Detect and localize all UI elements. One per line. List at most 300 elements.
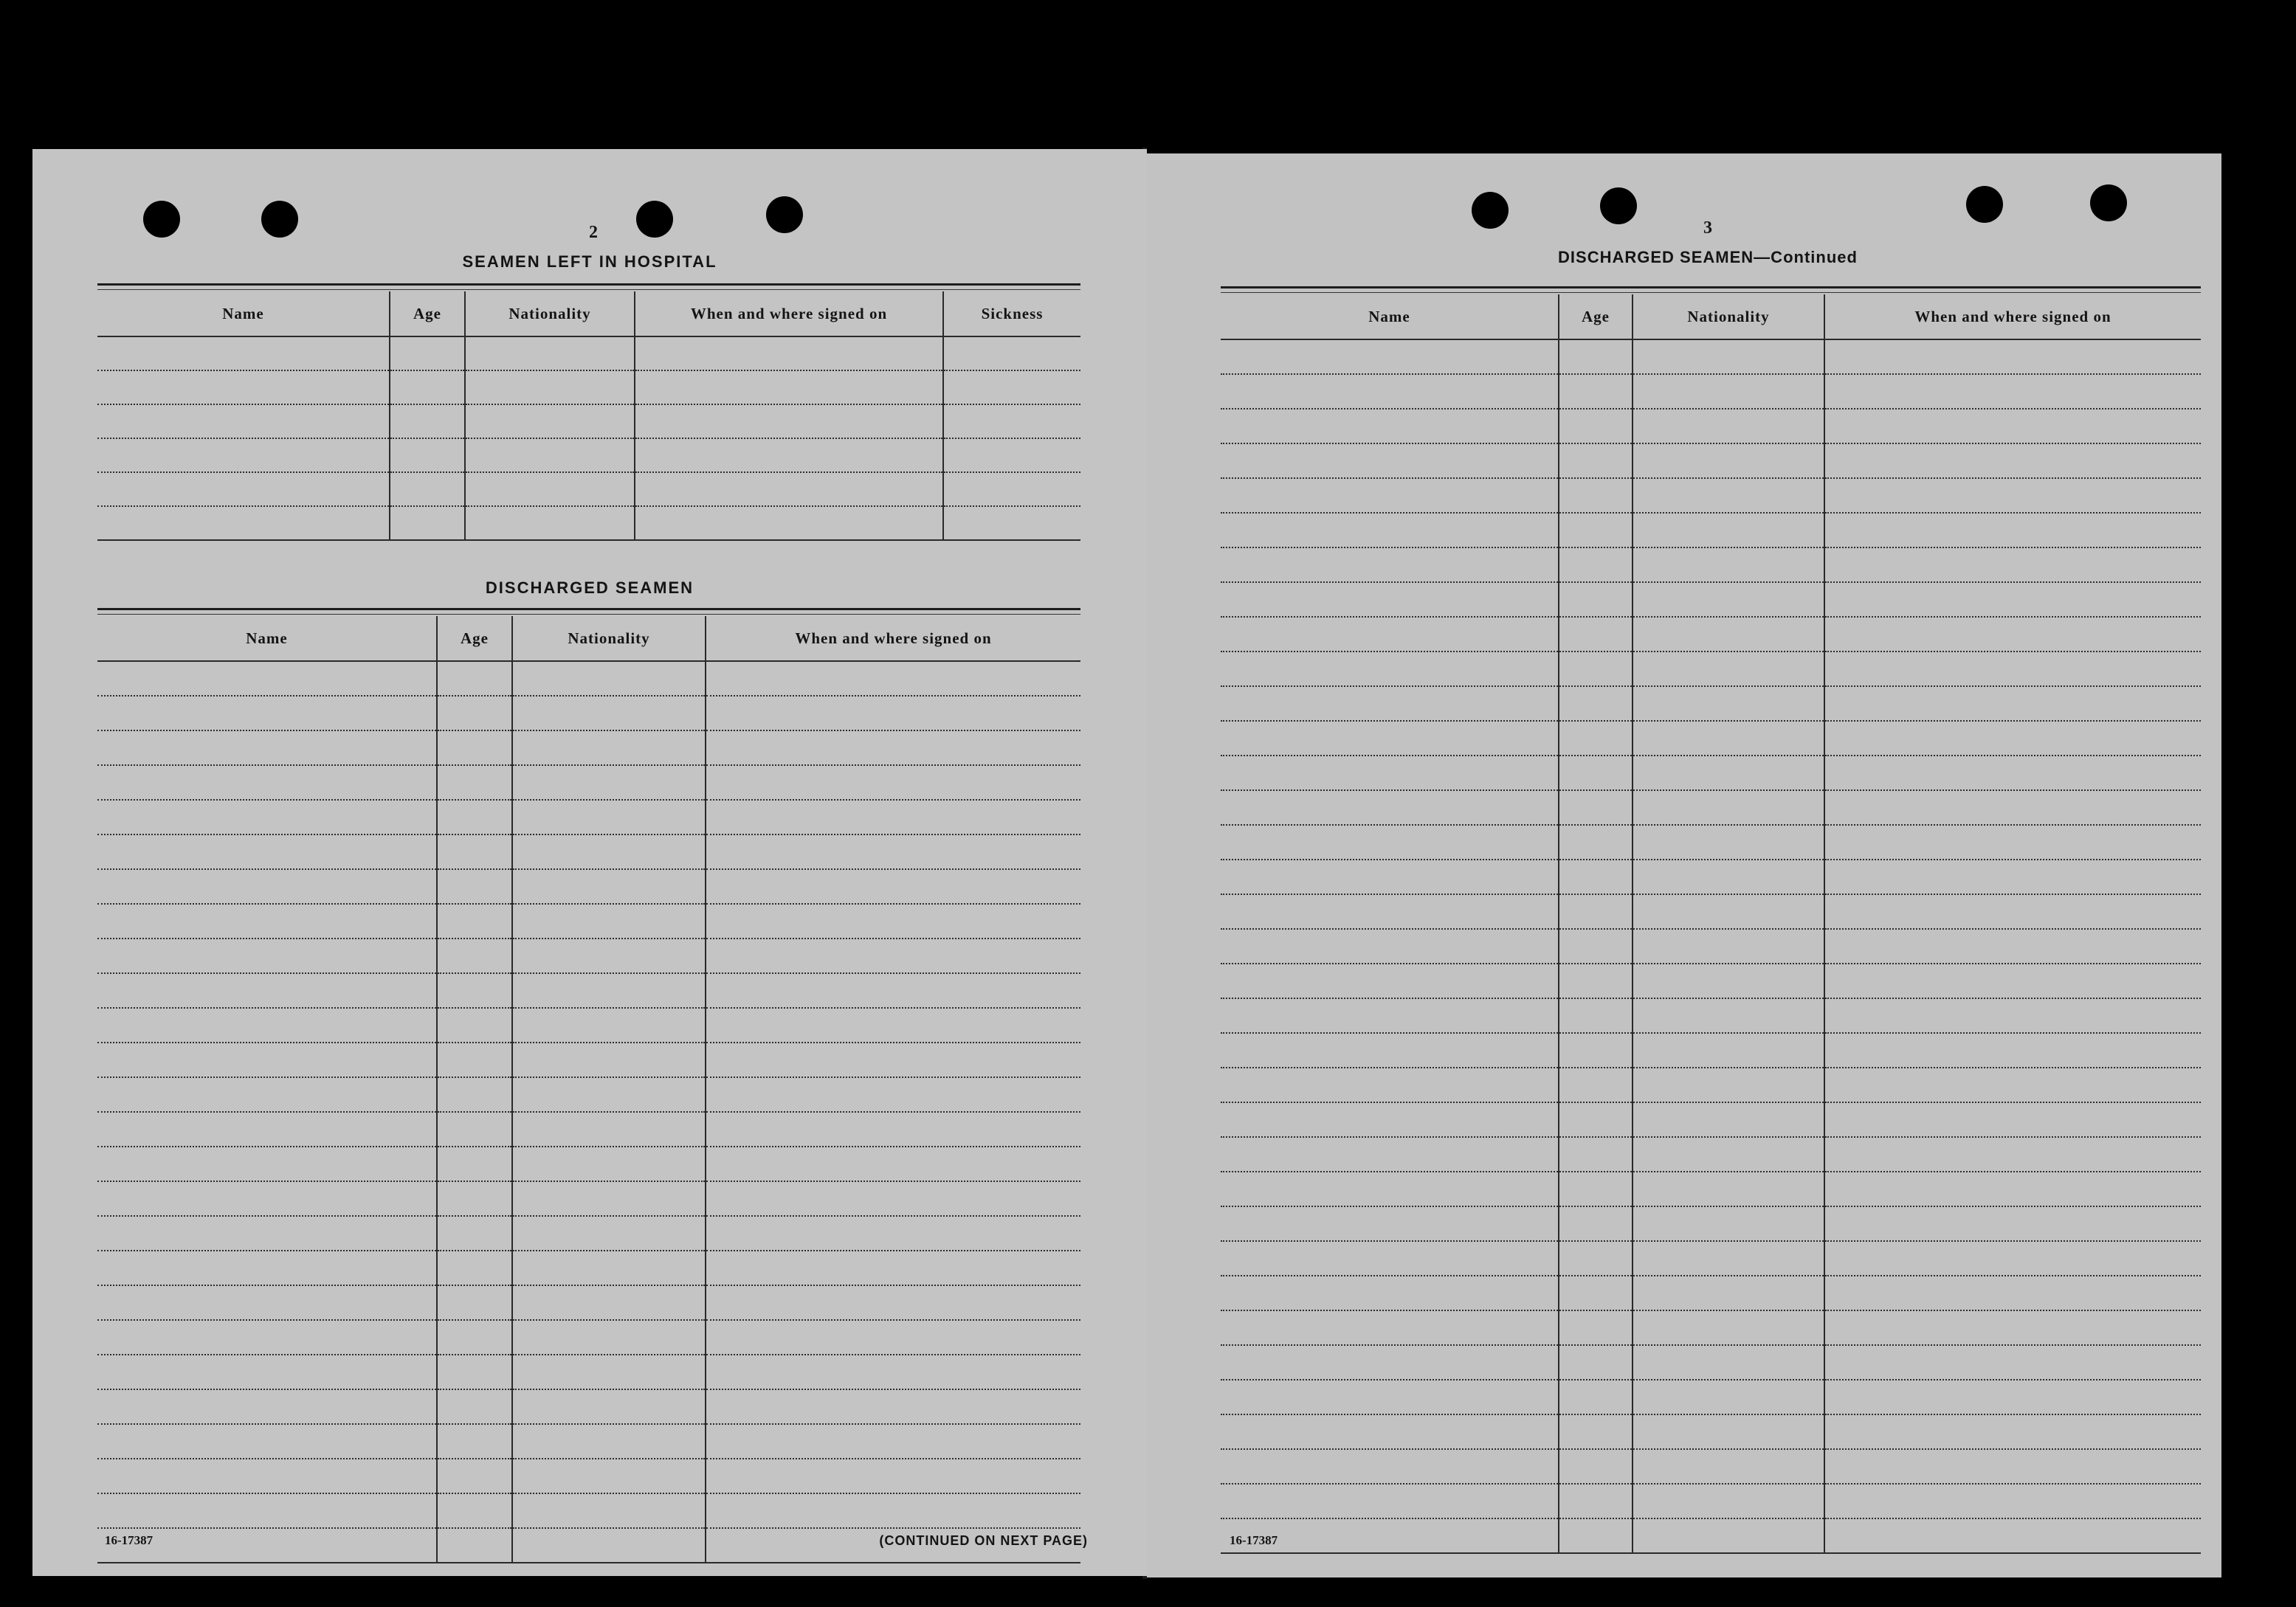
continued-note: (CONTINUED ON NEXT PAGE) bbox=[879, 1533, 1088, 1548]
blank-cell-name bbox=[1221, 1414, 1559, 1449]
discharged-continued-table bbox=[1221, 294, 2201, 1554]
blank-cell-nationality bbox=[512, 1216, 706, 1251]
blank-cell-sickness bbox=[943, 472, 1080, 506]
table-row bbox=[1221, 1414, 2201, 1449]
blank-cell-age bbox=[390, 472, 465, 506]
blank-cell-age bbox=[437, 904, 512, 939]
punch-hole bbox=[143, 201, 180, 238]
table-row bbox=[1221, 1310, 2201, 1345]
column-header-when-and-where-signed-on: When and where signed on bbox=[1824, 294, 2201, 339]
blank-cell-nationality bbox=[1633, 1310, 1824, 1345]
blank-cell-nationality bbox=[512, 1320, 706, 1355]
form-number: 16-17387 bbox=[1230, 1533, 1278, 1547]
form-number: 16-17387 bbox=[105, 1533, 154, 1547]
table-row bbox=[1221, 929, 2201, 964]
table-row bbox=[1221, 1172, 2201, 1206]
blank-cell-age bbox=[437, 765, 512, 800]
blank-cell-nationality bbox=[512, 1459, 706, 1493]
blank-cell-age bbox=[1559, 998, 1633, 1033]
blank-cell-nationality bbox=[512, 869, 706, 904]
column-header-name: Name bbox=[1221, 294, 1559, 339]
blank-cell-age bbox=[437, 1493, 512, 1528]
table-row bbox=[97, 370, 1080, 404]
left-page bbox=[32, 149, 1147, 1576]
blank-cell-name bbox=[97, 904, 437, 939]
blank-cell-when-and-where-signed-on bbox=[1824, 1449, 2201, 1484]
blank-cell-name bbox=[97, 1112, 437, 1147]
blank-cell-name bbox=[97, 1181, 437, 1216]
blank-cell-when-and-where-signed-on bbox=[1824, 1380, 2201, 1414]
blank-cell-age bbox=[437, 1216, 512, 1251]
blank-cell-nationality bbox=[512, 1112, 706, 1147]
table-row bbox=[97, 1216, 1080, 1251]
blank-cell-age bbox=[1559, 547, 1633, 582]
blank-cell-when-and-where-signed-on bbox=[1824, 374, 2201, 409]
blank-cell-nationality bbox=[512, 1008, 706, 1043]
table-row bbox=[97, 1459, 1080, 1493]
blank-cell-nationality bbox=[465, 404, 635, 438]
blank-cell-age bbox=[1559, 929, 1633, 964]
table-row bbox=[1221, 894, 2201, 929]
blank-cell-nationality bbox=[512, 730, 706, 765]
table-row bbox=[1221, 1276, 2201, 1310]
blank-cell-age bbox=[1559, 582, 1633, 617]
table-row bbox=[1221, 756, 2201, 790]
blank-cell-when-and-where-signed-on bbox=[1824, 409, 2201, 443]
blank-cell-name bbox=[97, 1251, 437, 1285]
column-header-age: Age bbox=[437, 616, 512, 661]
blank-cell-when-and-where-signed-on bbox=[1824, 998, 2201, 1033]
blank-cell-age bbox=[1559, 409, 1633, 443]
blank-cell-nationality bbox=[1633, 756, 1824, 790]
section-rule bbox=[97, 289, 1080, 290]
blank-cell-age bbox=[1559, 339, 1633, 374]
section-rule bbox=[97, 283, 1080, 286]
blank-cell-nationality bbox=[1633, 1033, 1824, 1068]
blank-cell-when-and-where-signed-on bbox=[1824, 513, 2201, 547]
table-row bbox=[1221, 1137, 2201, 1172]
blank-cell-nationality bbox=[512, 1251, 706, 1285]
blank-cell-name bbox=[97, 939, 437, 973]
blank-cell-nationality bbox=[465, 472, 635, 506]
blank-cell-nationality bbox=[1633, 547, 1824, 582]
blank-cell-nationality bbox=[512, 939, 706, 973]
table-row bbox=[97, 336, 1080, 370]
blank-cell-nationality bbox=[512, 1355, 706, 1389]
table-row bbox=[97, 765, 1080, 800]
blank-cell-age bbox=[1559, 1518, 1633, 1553]
blank-cell-when-and-where-signed-on bbox=[1824, 1310, 2201, 1345]
blank-cell-nationality bbox=[1633, 1276, 1824, 1310]
blank-cell-name bbox=[97, 869, 437, 904]
blank-cell-sickness bbox=[943, 370, 1080, 404]
column-header-when-and-where-signed-on: When and where signed on bbox=[635, 291, 943, 336]
blank-cell-age bbox=[1559, 756, 1633, 790]
blank-cell-when-and-where-signed-on bbox=[706, 1355, 1080, 1389]
blank-cell-name bbox=[1221, 652, 1559, 686]
blank-cell-age bbox=[1559, 1102, 1633, 1137]
blank-cell-age bbox=[1559, 1484, 1633, 1518]
column-header-age: Age bbox=[1559, 294, 1633, 339]
blank-cell-name bbox=[1221, 686, 1559, 721]
blank-cell-nationality bbox=[1633, 1102, 1824, 1137]
blank-cell-when-and-where-signed-on bbox=[706, 1285, 1080, 1320]
table-row bbox=[1221, 374, 2201, 409]
blank-cell-nationality bbox=[512, 1389, 706, 1424]
blank-cell-age bbox=[437, 1147, 512, 1181]
blank-cell-nationality bbox=[512, 1493, 706, 1528]
blank-cell-when-and-where-signed-on bbox=[706, 1459, 1080, 1493]
blank-cell-age bbox=[390, 506, 465, 540]
table-row bbox=[97, 696, 1080, 730]
column-header-name: Name bbox=[97, 616, 437, 661]
blank-cell-name bbox=[1221, 1484, 1559, 1518]
table-row bbox=[1221, 1206, 2201, 1241]
blank-cell-nationality bbox=[1633, 1345, 1824, 1380]
blank-cell-age bbox=[390, 370, 465, 404]
blank-cell-when-and-where-signed-on bbox=[1824, 721, 2201, 756]
blank-cell-name bbox=[1221, 1102, 1559, 1137]
blank-cell-nationality bbox=[1633, 1380, 1824, 1414]
blank-cell-age bbox=[437, 1181, 512, 1216]
blank-cell-nationality bbox=[512, 834, 706, 869]
blank-cell-name bbox=[97, 438, 390, 472]
blank-cell-age bbox=[1559, 1172, 1633, 1206]
blank-cell-age bbox=[1559, 1380, 1633, 1414]
blank-cell-age bbox=[437, 1077, 512, 1112]
table-row bbox=[97, 472, 1080, 506]
blank-cell-name bbox=[1221, 721, 1559, 756]
table-row bbox=[97, 800, 1080, 834]
blank-cell-when-and-where-signed-on bbox=[1824, 617, 2201, 652]
blank-cell-name bbox=[1221, 547, 1559, 582]
blank-cell-age bbox=[1559, 964, 1633, 998]
blank-cell-nationality bbox=[1633, 617, 1824, 652]
blank-cell-when-and-where-signed-on bbox=[706, 1251, 1080, 1285]
blank-cell-nationality bbox=[1633, 409, 1824, 443]
blank-cell-age bbox=[437, 1320, 512, 1355]
blank-cell-when-and-where-signed-on bbox=[1824, 1518, 2201, 1553]
table-row bbox=[1221, 860, 2201, 894]
blank-cell-name bbox=[1221, 513, 1559, 547]
table-row bbox=[1221, 825, 2201, 860]
blank-cell-name bbox=[97, 1493, 437, 1528]
blank-cell-nationality bbox=[465, 506, 635, 540]
blank-cell-age bbox=[437, 1389, 512, 1424]
table-row bbox=[1221, 964, 2201, 998]
blank-cell-when-and-where-signed-on bbox=[1824, 929, 2201, 964]
blank-cell-when-and-where-signed-on bbox=[706, 765, 1080, 800]
table-row bbox=[97, 1043, 1080, 1077]
blank-cell-when-and-where-signed-on bbox=[706, 834, 1080, 869]
blank-cell-name bbox=[1221, 1449, 1559, 1484]
blank-cell-age bbox=[1559, 513, 1633, 547]
blank-cell-name bbox=[1221, 1172, 1559, 1206]
blank-cell-when-and-where-signed-on bbox=[1824, 1276, 2201, 1310]
blank-cell-when-and-where-signed-on bbox=[706, 939, 1080, 973]
blank-cell-name bbox=[1221, 409, 1559, 443]
blank-cell-nationality bbox=[465, 336, 635, 370]
table-row bbox=[97, 730, 1080, 765]
blank-cell-name bbox=[1221, 825, 1559, 860]
table-row bbox=[97, 904, 1080, 939]
punch-hole bbox=[636, 201, 673, 238]
blank-cell-name bbox=[1221, 929, 1559, 964]
blank-cell-when-and-where-signed-on bbox=[1824, 547, 2201, 582]
column-header-nationality: Nationality bbox=[465, 291, 635, 336]
blank-cell-name bbox=[97, 472, 390, 506]
blank-cell-nationality bbox=[1633, 374, 1824, 409]
blank-cell-name bbox=[97, 1389, 437, 1424]
blank-cell-when-and-where-signed-on bbox=[1824, 1414, 2201, 1449]
section-rule bbox=[1221, 292, 2201, 293]
blank-cell-when-and-where-signed-on bbox=[1824, 756, 2201, 790]
table-row bbox=[1221, 1484, 2201, 1518]
blank-cell-when-and-where-signed-on bbox=[1824, 1241, 2201, 1276]
blank-cell-name bbox=[97, 336, 390, 370]
punch-hole bbox=[1600, 187, 1637, 224]
table-row bbox=[97, 1251, 1080, 1285]
table-row bbox=[1221, 409, 2201, 443]
blank-cell-name bbox=[97, 1320, 437, 1355]
blank-cell-nationality bbox=[1633, 825, 1824, 860]
blank-cell-nationality bbox=[1633, 1449, 1824, 1484]
blank-cell-name bbox=[97, 765, 437, 800]
table-row bbox=[97, 1355, 1080, 1389]
table-row bbox=[1221, 721, 2201, 756]
blank-cell-name bbox=[1221, 1206, 1559, 1241]
blank-cell-when-and-where-signed-on bbox=[1824, 790, 2201, 825]
table-row bbox=[97, 973, 1080, 1008]
table-row bbox=[1221, 513, 2201, 547]
blank-cell-age bbox=[390, 438, 465, 472]
punch-hole bbox=[1966, 186, 2003, 223]
blank-cell-sickness bbox=[943, 438, 1080, 472]
table-row bbox=[97, 1112, 1080, 1147]
blank-cell-age bbox=[1559, 1345, 1633, 1380]
blank-cell-name bbox=[1221, 443, 1559, 478]
blank-cell-nationality bbox=[1633, 1484, 1824, 1518]
blank-cell-name bbox=[97, 370, 390, 404]
blank-cell-when-and-where-signed-on bbox=[1824, 825, 2201, 860]
blank-cell-when-and-where-signed-on bbox=[1824, 1102, 2201, 1137]
blank-cell-nationality bbox=[1633, 582, 1824, 617]
blank-cell-name bbox=[97, 1459, 437, 1493]
blank-cell-name bbox=[1221, 1241, 1559, 1276]
table-row bbox=[97, 506, 1080, 540]
blank-cell-age bbox=[390, 336, 465, 370]
blank-cell-nationality bbox=[465, 370, 635, 404]
blank-cell-age bbox=[437, 730, 512, 765]
table-row bbox=[1221, 617, 2201, 652]
blank-cell-age bbox=[1559, 1206, 1633, 1241]
section-rule bbox=[1221, 286, 2201, 288]
table-row bbox=[1221, 1449, 2201, 1484]
blank-cell-age bbox=[437, 939, 512, 973]
blank-cell-age bbox=[1559, 1414, 1633, 1449]
blank-cell-when-and-where-signed-on bbox=[1824, 1172, 2201, 1206]
page-number: 2 bbox=[589, 223, 598, 242]
column-header-nationality: Nationality bbox=[512, 616, 706, 661]
blank-cell-when-and-where-signed-on bbox=[1824, 860, 2201, 894]
page-number: 3 bbox=[1703, 218, 1712, 238]
table-row bbox=[1221, 686, 2201, 721]
blank-cell-when-and-where-signed-on bbox=[1824, 652, 2201, 686]
blank-cell-when-and-where-signed-on bbox=[706, 1147, 1080, 1181]
blank-cell-age bbox=[437, 1459, 512, 1493]
blank-cell-age bbox=[437, 696, 512, 730]
discharged-continued-title: DISCHARGED SEAMEN—Continued bbox=[1558, 248, 1858, 266]
blank-cell-when-and-where-signed-on bbox=[706, 1493, 1080, 1528]
blank-cell-when-and-where-signed-on bbox=[706, 730, 1080, 765]
blank-cell-sickness bbox=[943, 506, 1080, 540]
blank-cell-age bbox=[1559, 617, 1633, 652]
blank-cell-when-and-where-signed-on bbox=[1824, 1345, 2201, 1380]
table-row bbox=[97, 1320, 1080, 1355]
blank-cell-age bbox=[437, 661, 512, 696]
blank-cell-when-and-where-signed-on bbox=[1824, 582, 2201, 617]
blank-cell-nationality bbox=[1633, 1137, 1824, 1172]
blank-cell-when-and-where-signed-on bbox=[635, 404, 943, 438]
blank-cell-name bbox=[1221, 894, 1559, 929]
blank-cell-when-and-where-signed-on bbox=[706, 1320, 1080, 1355]
punch-hole bbox=[1472, 192, 1509, 229]
blank-cell-when-and-where-signed-on bbox=[706, 696, 1080, 730]
blank-cell-nationality bbox=[512, 1285, 706, 1320]
blank-cell-age bbox=[437, 869, 512, 904]
blank-cell-name bbox=[97, 1043, 437, 1077]
blank-cell-nationality bbox=[1633, 1241, 1824, 1276]
blank-cell-when-and-where-signed-on bbox=[706, 1077, 1080, 1112]
blank-cell-name bbox=[1221, 374, 1559, 409]
blank-cell-age bbox=[1559, 790, 1633, 825]
blank-cell-age bbox=[437, 1008, 512, 1043]
blank-cell-age bbox=[437, 1251, 512, 1285]
blank-cell-name bbox=[1221, 1033, 1559, 1068]
blank-cell-age bbox=[1559, 1310, 1633, 1345]
hospital-section-title: SEAMEN LEFT IN HOSPITAL bbox=[462, 252, 717, 271]
table-row bbox=[97, 1077, 1080, 1112]
blank-cell-nationality bbox=[1633, 964, 1824, 998]
table-row bbox=[1221, 1102, 2201, 1137]
blank-cell-nationality bbox=[512, 973, 706, 1008]
right-page bbox=[1147, 153, 2221, 1577]
blank-cell-nationality bbox=[512, 1147, 706, 1181]
table-row bbox=[1221, 582, 2201, 617]
column-header-sickness: Sickness bbox=[943, 291, 1080, 336]
blank-cell-age bbox=[437, 800, 512, 834]
blank-cell-when-and-where-signed-on bbox=[635, 438, 943, 472]
blank-cell-when-and-where-signed-on bbox=[706, 1216, 1080, 1251]
section-rule bbox=[97, 614, 1080, 615]
blank-cell-nationality bbox=[1633, 998, 1824, 1033]
blank-cell-nationality bbox=[512, 1043, 706, 1077]
blank-cell-name bbox=[97, 404, 390, 438]
blank-cell-when-and-where-signed-on bbox=[635, 370, 943, 404]
blank-cell-age bbox=[437, 1043, 512, 1077]
blank-cell-name bbox=[97, 661, 437, 696]
table-row bbox=[1221, 998, 2201, 1033]
blank-cell-name bbox=[97, 1424, 437, 1459]
blank-cell-when-and-where-signed-on bbox=[706, 869, 1080, 904]
blank-cell-name bbox=[97, 1355, 437, 1389]
table-row bbox=[97, 1424, 1080, 1459]
table-row bbox=[97, 661, 1080, 696]
blank-cell-name bbox=[1221, 1137, 1559, 1172]
table-row bbox=[97, 1147, 1080, 1181]
blank-cell-age bbox=[1559, 894, 1633, 929]
blank-cell-when-and-where-signed-on bbox=[706, 1043, 1080, 1077]
blank-cell-age bbox=[1559, 1068, 1633, 1102]
column-header-when-and-where-signed-on: When and where signed on bbox=[706, 616, 1080, 661]
blank-cell-nationality bbox=[1633, 721, 1824, 756]
table-row bbox=[97, 1008, 1080, 1043]
blank-cell-age bbox=[437, 1424, 512, 1459]
blank-cell-name bbox=[97, 1216, 437, 1251]
blank-cell-when-and-where-signed-on bbox=[1824, 478, 2201, 513]
table-row bbox=[1221, 443, 2201, 478]
blank-cell-nationality bbox=[1633, 443, 1824, 478]
blank-cell-nationality bbox=[1633, 513, 1824, 547]
blank-cell-when-and-where-signed-on bbox=[706, 1424, 1080, 1459]
blank-cell-age bbox=[437, 1285, 512, 1320]
blank-cell-when-and-where-signed-on bbox=[635, 506, 943, 540]
table-row bbox=[97, 939, 1080, 973]
blank-cell-name bbox=[1221, 998, 1559, 1033]
table-row bbox=[1221, 1518, 2201, 1553]
blank-cell-when-and-where-signed-on bbox=[1824, 1137, 2201, 1172]
blank-cell-age bbox=[1559, 443, 1633, 478]
blank-cell-name bbox=[1221, 790, 1559, 825]
blank-cell-age bbox=[437, 1355, 512, 1389]
blank-cell-when-and-where-signed-on bbox=[706, 1181, 1080, 1216]
table-row bbox=[1221, 1345, 2201, 1380]
column-header-nationality: Nationality bbox=[1633, 294, 1824, 339]
blank-cell-name bbox=[97, 1008, 437, 1043]
table-row bbox=[1221, 790, 2201, 825]
blank-cell-nationality bbox=[1633, 1206, 1824, 1241]
blank-cell-name bbox=[1221, 860, 1559, 894]
table-row bbox=[1221, 1241, 2201, 1276]
blank-cell-nationality bbox=[1633, 339, 1824, 374]
blank-cell-when-and-where-signed-on bbox=[1824, 1484, 2201, 1518]
blank-cell-name bbox=[1221, 582, 1559, 617]
blank-cell-when-and-where-signed-on bbox=[635, 472, 943, 506]
table-row bbox=[1221, 1380, 2201, 1414]
column-header-age: Age bbox=[390, 291, 465, 336]
table-row bbox=[97, 404, 1080, 438]
table-row bbox=[1221, 1033, 2201, 1068]
blank-cell-name bbox=[1221, 1068, 1559, 1102]
blank-cell-name bbox=[1221, 1380, 1559, 1414]
blank-cell-age bbox=[1559, 1241, 1633, 1276]
table-row bbox=[1221, 339, 2201, 374]
blank-cell-name bbox=[1221, 617, 1559, 652]
blank-cell-sickness bbox=[943, 336, 1080, 370]
blank-cell-name bbox=[1221, 1345, 1559, 1380]
blank-cell-name bbox=[97, 1147, 437, 1181]
table-row bbox=[1221, 652, 2201, 686]
blank-cell-name bbox=[97, 973, 437, 1008]
blank-cell-nationality bbox=[465, 438, 635, 472]
blank-cell-name bbox=[1221, 478, 1559, 513]
table-row bbox=[97, 869, 1080, 904]
blank-cell-when-and-where-signed-on bbox=[1824, 964, 2201, 998]
blank-cell-when-and-where-signed-on bbox=[1824, 1068, 2201, 1102]
blank-cell-age bbox=[1559, 860, 1633, 894]
punch-hole bbox=[766, 196, 803, 233]
table-row bbox=[1221, 1068, 2201, 1102]
